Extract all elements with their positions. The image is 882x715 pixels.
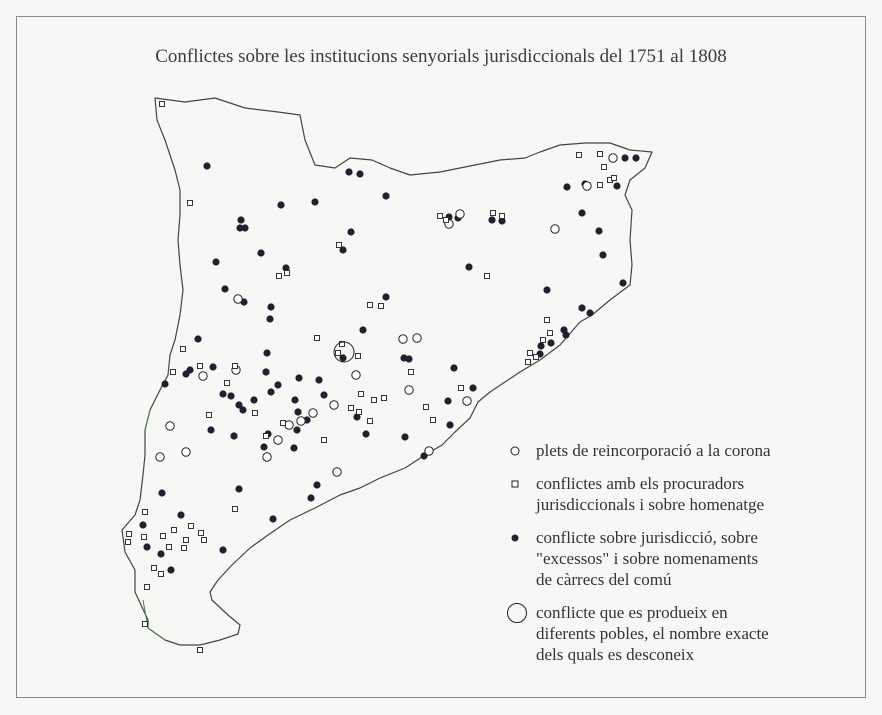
procurator-conflict-marker	[459, 386, 464, 391]
jurisdiction-conflict-marker	[239, 406, 246, 413]
procurator-conflict-marker	[181, 347, 186, 352]
procurator-conflict-marker	[199, 531, 204, 536]
reincorporation-marker	[156, 453, 164, 461]
jurisdiction-conflict-marker	[194, 335, 201, 342]
procurator-conflict-marker	[577, 153, 582, 158]
jurisdiction-conflict-marker	[139, 521, 146, 528]
map-title: Conflictes sobre les institucions senyorials jurisdiccionals del 1751 al 1808	[155, 46, 727, 67]
procurator-conflict-marker	[526, 360, 531, 365]
jurisdiction-conflict-marker	[212, 258, 219, 265]
reincorporation-marker	[182, 448, 190, 456]
procurator-conflict-marker	[357, 410, 362, 415]
jurisdiction-conflict-marker	[382, 192, 389, 199]
jurisdiction-conflict-marker	[263, 349, 270, 356]
jurisdiction-conflict-marker	[382, 293, 389, 300]
procurator-conflict-marker	[598, 152, 603, 157]
reincorporation-marker	[309, 409, 317, 417]
reincorporation-marker	[333, 468, 341, 476]
jurisdiction-conflict-marker	[469, 384, 476, 391]
procurator-conflict-marker	[188, 201, 193, 206]
procurator-conflict-marker	[152, 566, 157, 571]
jurisdiction-conflict-marker	[266, 315, 273, 322]
procurator-conflict-marker	[545, 318, 550, 323]
procurator-conflict-marker	[379, 304, 384, 309]
procurator-conflict-marker	[548, 331, 553, 336]
jurisdiction-conflict-marker	[537, 342, 544, 349]
legend-text: diferents pobles, el nombre exacte	[536, 624, 769, 643]
jurisdiction-conflict-marker	[219, 390, 226, 397]
jurisdiction-conflict-marker	[203, 162, 210, 169]
jurisdiction-conflict-marker	[235, 485, 242, 492]
jurisdiction-conflict-marker	[157, 550, 164, 557]
procurator-conflict-marker	[368, 303, 373, 308]
filled-circle-icon	[512, 535, 519, 542]
jurisdiction-conflict-marker	[547, 339, 554, 346]
procurator-conflict-marker	[337, 243, 342, 248]
jurisdiction-conflict-marker	[241, 224, 248, 231]
jurisdiction-conflict-marker	[632, 154, 639, 161]
jurisdiction-conflict-marker	[405, 355, 412, 362]
legend-text: conflictes amb els procuradors	[536, 474, 745, 493]
procurator-conflict-marker	[431, 418, 436, 423]
procurator-conflict-marker	[372, 398, 377, 403]
reincorporation-marker	[456, 210, 464, 218]
legend-text: conflicte sobre jurisdicció, sobre	[536, 528, 758, 547]
legend-text: conflicte que es produeix en	[536, 603, 728, 622]
reincorporation-marker	[297, 417, 305, 425]
procurator-conflict-marker	[598, 183, 603, 188]
jurisdiction-conflict-marker	[362, 430, 369, 437]
jurisdiction-conflict-marker	[291, 396, 298, 403]
jurisdiction-conflict-marker	[356, 170, 363, 177]
legend-text: jurisdiccionals i sobre homenatge	[536, 495, 765, 514]
jurisdiction-conflict-marker	[221, 285, 228, 292]
reincorporation-marker	[425, 447, 433, 455]
jurisdiction-conflict-marker	[401, 433, 408, 440]
procurator-conflict-marker	[315, 336, 320, 341]
procurator-conflict-marker	[225, 381, 230, 386]
jurisdiction-conflict-marker	[345, 168, 352, 175]
procurator-conflict-marker	[534, 355, 539, 360]
jurisdiction-conflict-marker	[586, 309, 593, 316]
jurisdiction-conflict-marker	[295, 374, 302, 381]
jurisdiction-conflict-marker	[293, 426, 300, 433]
procurator-conflict-marker	[253, 411, 258, 416]
procurator-conflict-marker	[189, 524, 194, 529]
jurisdiction-conflict-marker	[262, 368, 269, 375]
jurisdiction-conflict-marker	[230, 432, 237, 439]
reincorporation-marker	[263, 453, 271, 461]
reincorporation-marker	[352, 371, 360, 379]
jurisdiction-conflict-marker	[250, 396, 257, 403]
jurisdiction-conflict-marker	[143, 543, 150, 550]
procurator-conflict-marker	[233, 507, 238, 512]
procurator-conflict-marker	[382, 396, 387, 401]
jurisdiction-conflict-marker	[613, 182, 620, 189]
jurisdiction-conflict-marker	[315, 376, 322, 383]
jurisdiction-conflict-marker	[621, 154, 628, 161]
legend-item-jurisdiction	[505, 527, 835, 590]
procurator-conflict-marker	[349, 406, 354, 411]
procurator-conflict-marker	[336, 351, 341, 356]
jurisdiction-conflict-marker	[227, 392, 234, 399]
procurator-conflict-marker	[368, 419, 373, 424]
procurator-conflict-marker	[184, 538, 189, 543]
procurator-conflict-marker	[322, 438, 327, 443]
procurator-conflict-marker	[356, 354, 361, 359]
procurator-conflict-marker	[182, 546, 187, 551]
jurisdiction-conflict-marker	[307, 494, 314, 501]
procurator-conflict-marker	[285, 271, 290, 276]
open-circle-icon	[511, 447, 520, 456]
jurisdiction-conflict-marker	[320, 391, 327, 398]
reincorporation-marker	[166, 422, 174, 430]
procurator-conflict-marker	[264, 434, 269, 439]
procurator-conflict-marker	[444, 218, 449, 223]
jurisdiction-conflict-marker	[257, 249, 264, 256]
reincorporation-marker	[274, 436, 282, 444]
procurator-conflict-marker	[281, 421, 286, 426]
reincorporation-marker	[285, 421, 293, 429]
procurator-conflict-marker	[160, 102, 165, 107]
jurisdiction-conflict-marker	[562, 331, 569, 338]
jurisdiction-conflict-marker	[578, 209, 585, 216]
procurator-conflict-marker	[143, 622, 148, 627]
procurator-conflict-marker	[528, 351, 533, 356]
jurisdiction-conflict-marker	[274, 381, 281, 388]
procurator-conflict-marker	[161, 534, 166, 539]
reincorporation-marker	[551, 225, 559, 233]
procurator-conflict-marker	[541, 338, 546, 343]
procurator-conflict-marker	[438, 214, 443, 219]
jurisdiction-conflict-marker	[267, 388, 274, 395]
jurisdiction-conflict-marker	[313, 481, 320, 488]
reincorporation-marker	[463, 397, 471, 405]
procurator-conflict-marker	[500, 214, 505, 219]
reincorporation-marker	[399, 335, 407, 343]
jurisdiction-conflict-marker	[450, 364, 457, 371]
jurisdiction-conflict-marker	[446, 421, 453, 428]
jurisdiction-conflict-marker	[267, 303, 274, 310]
reincorporation-marker	[405, 386, 413, 394]
procurator-conflict-marker	[207, 413, 212, 418]
procurator-conflict-marker	[127, 532, 132, 537]
reincorporation-marker	[330, 401, 338, 409]
procurator-conflict-marker	[602, 165, 607, 170]
jurisdiction-conflict-marker	[578, 304, 585, 311]
jurisdiction-conflict-marker	[219, 546, 226, 553]
legend-text: dels quals es desconeix	[536, 645, 695, 664]
procurator-conflict-marker	[612, 176, 617, 181]
jurisdiction-conflict-marker	[619, 279, 626, 286]
map-legend	[505, 440, 835, 677]
legend-text: plets de reincorporació a la corona	[536, 441, 771, 460]
jurisdiction-conflict-marker	[444, 397, 451, 404]
procurator-conflict-marker	[172, 528, 177, 533]
procurator-conflict-marker	[424, 405, 429, 410]
reincorporation-marker	[583, 182, 591, 190]
jurisdiction-conflict-marker	[488, 216, 495, 223]
jurisdiction-conflict-marker	[311, 198, 318, 205]
jurisdiction-conflict-marker	[260, 443, 267, 450]
jurisdiction-conflict-marker	[161, 380, 168, 387]
procurator-conflict-marker	[159, 572, 164, 577]
jurisdiction-conflict-marker	[543, 286, 550, 293]
jurisdiction-conflict-marker	[294, 408, 301, 415]
jurisdiction-conflict-marker	[595, 227, 602, 234]
reincorporation-marker	[609, 154, 617, 162]
procurator-conflict-marker	[143, 510, 148, 515]
jurisdiction-conflict-marker	[158, 489, 165, 496]
jurisdiction-conflict-marker	[182, 370, 189, 377]
procurator-conflict-marker	[233, 364, 238, 369]
procurator-conflict-marker	[198, 648, 203, 653]
jurisdiction-conflict-marker	[290, 444, 297, 451]
jurisdiction-conflict-marker	[599, 251, 606, 258]
jurisdiction-conflict-marker	[167, 566, 174, 573]
procurator-conflict-marker	[277, 274, 282, 279]
jurisdiction-conflict-marker	[359, 326, 366, 333]
procurator-conflict-marker	[171, 370, 176, 375]
jurisdiction-conflict-marker	[563, 183, 570, 190]
procurator-conflict-marker	[202, 538, 207, 543]
jurisdiction-conflict-marker	[347, 228, 354, 235]
open-square-icon	[512, 481, 519, 488]
jurisdiction-conflict-marker	[465, 263, 472, 270]
jurisdiction-conflict-marker	[269, 515, 276, 522]
legend-text: de càrrecs del comú	[536, 570, 672, 589]
procurator-conflict-marker	[142, 535, 147, 540]
jurisdiction-conflict-marker	[209, 363, 216, 370]
legend-item-multiple-towns	[505, 602, 835, 665]
legend-text: "excessos" i sobre nomenaments	[536, 549, 759, 568]
reincorporation-marker	[199, 372, 207, 380]
procurator-conflict-marker	[167, 545, 172, 550]
jurisdiction-conflict-marker	[177, 511, 184, 518]
procurator-conflict-marker	[126, 540, 131, 545]
jurisdiction-conflict-marker	[207, 426, 214, 433]
procurator-conflict-marker	[145, 585, 150, 590]
jurisdiction-conflict-marker	[277, 201, 284, 208]
large-circle-icon	[507, 603, 527, 623]
procurator-conflict-marker	[491, 211, 496, 216]
procurator-conflict-marker	[485, 274, 490, 279]
procurator-conflict-marker	[359, 392, 364, 397]
legend-item-reincorporation	[505, 440, 835, 461]
procurator-conflict-marker	[409, 370, 414, 375]
legend-item-procurators	[505, 473, 835, 515]
jurisdiction-conflict-marker	[237, 216, 244, 223]
reincorporation-marker	[234, 295, 242, 303]
reincorporation-marker	[413, 334, 421, 342]
procurator-conflict-marker	[198, 364, 203, 369]
